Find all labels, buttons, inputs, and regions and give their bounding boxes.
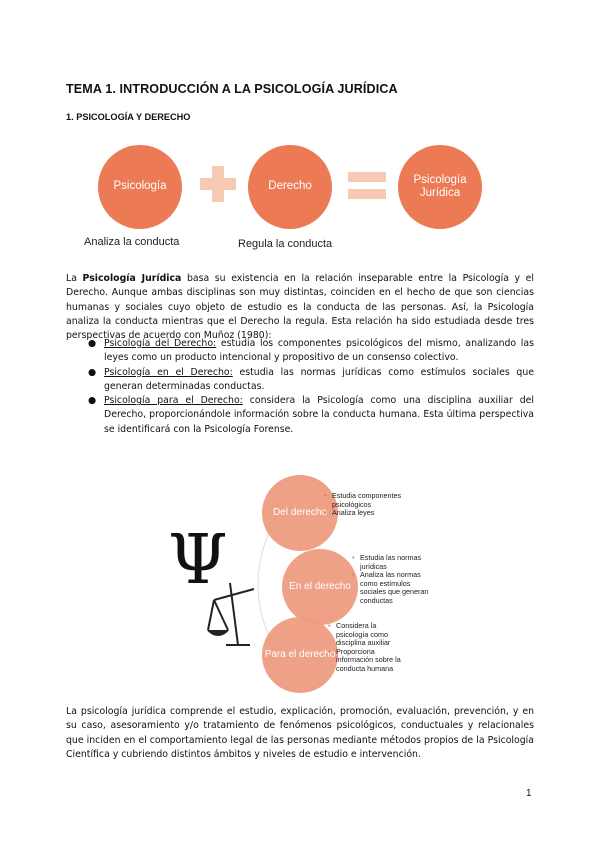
section-heading: 1. PSICOLOGÍA Y DERECHO bbox=[66, 112, 191, 122]
en-el-derecho-list bbox=[352, 554, 430, 606]
list-item: ● Psicología para el Derecho: considera la Psicología como una disciplina auxiliar del Derecho, proporcionándole información sobre la conducta humana. Esta última perspectiva se identificará con la Psicología Forense. bbox=[88, 395, 534, 435]
para-el-derecho-list bbox=[328, 622, 408, 674]
psi-symbol: Ψ bbox=[168, 521, 228, 600]
para-el-derecho-circle: Para el derecho bbox=[262, 617, 338, 693]
derecho-circle: Derecho bbox=[248, 145, 332, 229]
list-item: • Estudia componentes psicológicos bbox=[324, 492, 419, 509]
en-el-derecho-circle: En el derecho bbox=[282, 549, 358, 625]
definition-paragraph: La psicología jurídica comprende el estudio, explicación, promoción, evaluación, prevención, y en su caso, asesoramiento y/o tratamiento de fenómenos psicológicos, conductuales y relacionales que inciden en el comportamiento legal de las personas mediante métodos propios de la Psicología Científica y cubriendo distintos ámbitos y niveles de estudio e intervención. bbox=[66, 706, 534, 760]
psicologia-juridica-circle: Psicología Jurídica bbox=[398, 145, 482, 229]
del-derecho-circle: Del derecho bbox=[262, 475, 338, 551]
psicologia-circle: Psicología bbox=[98, 145, 182, 229]
list-item: • Considera la psicología como disciplina auxiliar bbox=[328, 622, 408, 648]
del-derecho-list bbox=[324, 492, 419, 518]
caption-regula: Regula la conducta bbox=[238, 238, 333, 250]
caption-analiza: Analiza la conducta bbox=[84, 236, 180, 248]
intro-paragraph: La Psicología Jurídica basa su existencia en la relación inseparable entre la Psicología y el Derecho. Aunque ambas disciplinas son muy distintas, coinciden en el hecho de que son ciencias humanas y sociales cuyo objeto de estudio es la conducta de las personas. Así, la Psicología analiza la conducta mientras que el Derecho la regula. Esta relación ha sido estudiada desde tres perspectivas de acuerdo con Muñoz (1980): bbox=[66, 273, 535, 342]
page-title: TEMA 1. INTRODUCCIÓN A LA PSICOLOGÍA JURÍDICA bbox=[66, 82, 398, 96]
list-item: • Proporciona información sobre la conducta humana bbox=[328, 648, 408, 674]
list-item: ● Psicología en el Derecho: estudia las normas jurídicas como estímulos sociales que generan determinadas conductas. bbox=[88, 366, 535, 392]
list-item: • Analiza las normas como estímulos sociales que generan conductas bbox=[352, 571, 430, 605]
list-item: • Estudia las normas jurídicas bbox=[352, 554, 430, 571]
perspectives-list bbox=[88, 337, 534, 437]
page-number: 1 bbox=[526, 788, 532, 799]
list-item: ● Psicología del Derecho: estudia los componentes psicológicos del mismo, analizando las leyes como un producto intencional y propositivo de un consenso colectivo. bbox=[88, 338, 534, 364]
psychology-law-diagram bbox=[168, 475, 438, 693]
list-item: • Analiza leyes bbox=[324, 509, 419, 518]
